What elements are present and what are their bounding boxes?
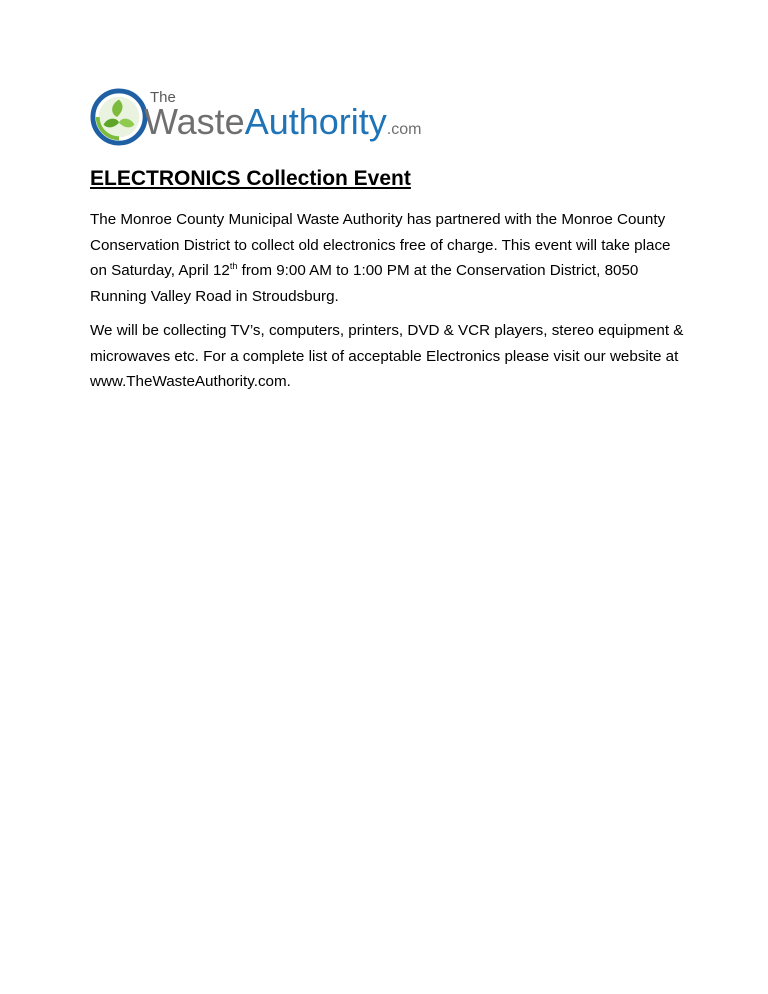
logo-wordmark	[144, 101, 422, 142]
ordinal-suffix: th	[229, 260, 238, 271]
logo-waste-text: Waste	[144, 101, 245, 142]
logo-authority-text: Authority	[244, 101, 387, 142]
event-heading: ELECTRONICS Collection Event	[90, 167, 411, 190]
accepted-items-paragraph: We will be collecting TV’s, computers, printers, DVD & VCR players, stereo equipment & microwaves etc. For a complete list of acceptable Electronics please visit our website at www.TheWasteAuthority.com.	[90, 322, 684, 390]
event-details-paragraph	[90, 207, 690, 309]
paragraph1-text-start: The Monroe County Municipal Waste Authority has partnered with the Monroe County Conservation District to collect old electronics free of charge. This event will take place on Saturday, April 12	[90, 211, 671, 279]
logo-com-text: .com	[386, 121, 422, 138]
logo-the-text: The	[150, 89, 176, 106]
waste-authority-logo	[88, 86, 422, 150]
paragraph1-text-end: from 9:00 AM to 1:00 PM at the Conservation District, 8050 Running Valley Road in Stroudsburg.	[90, 262, 639, 305]
recycle-leaf-icon	[90, 88, 148, 146]
